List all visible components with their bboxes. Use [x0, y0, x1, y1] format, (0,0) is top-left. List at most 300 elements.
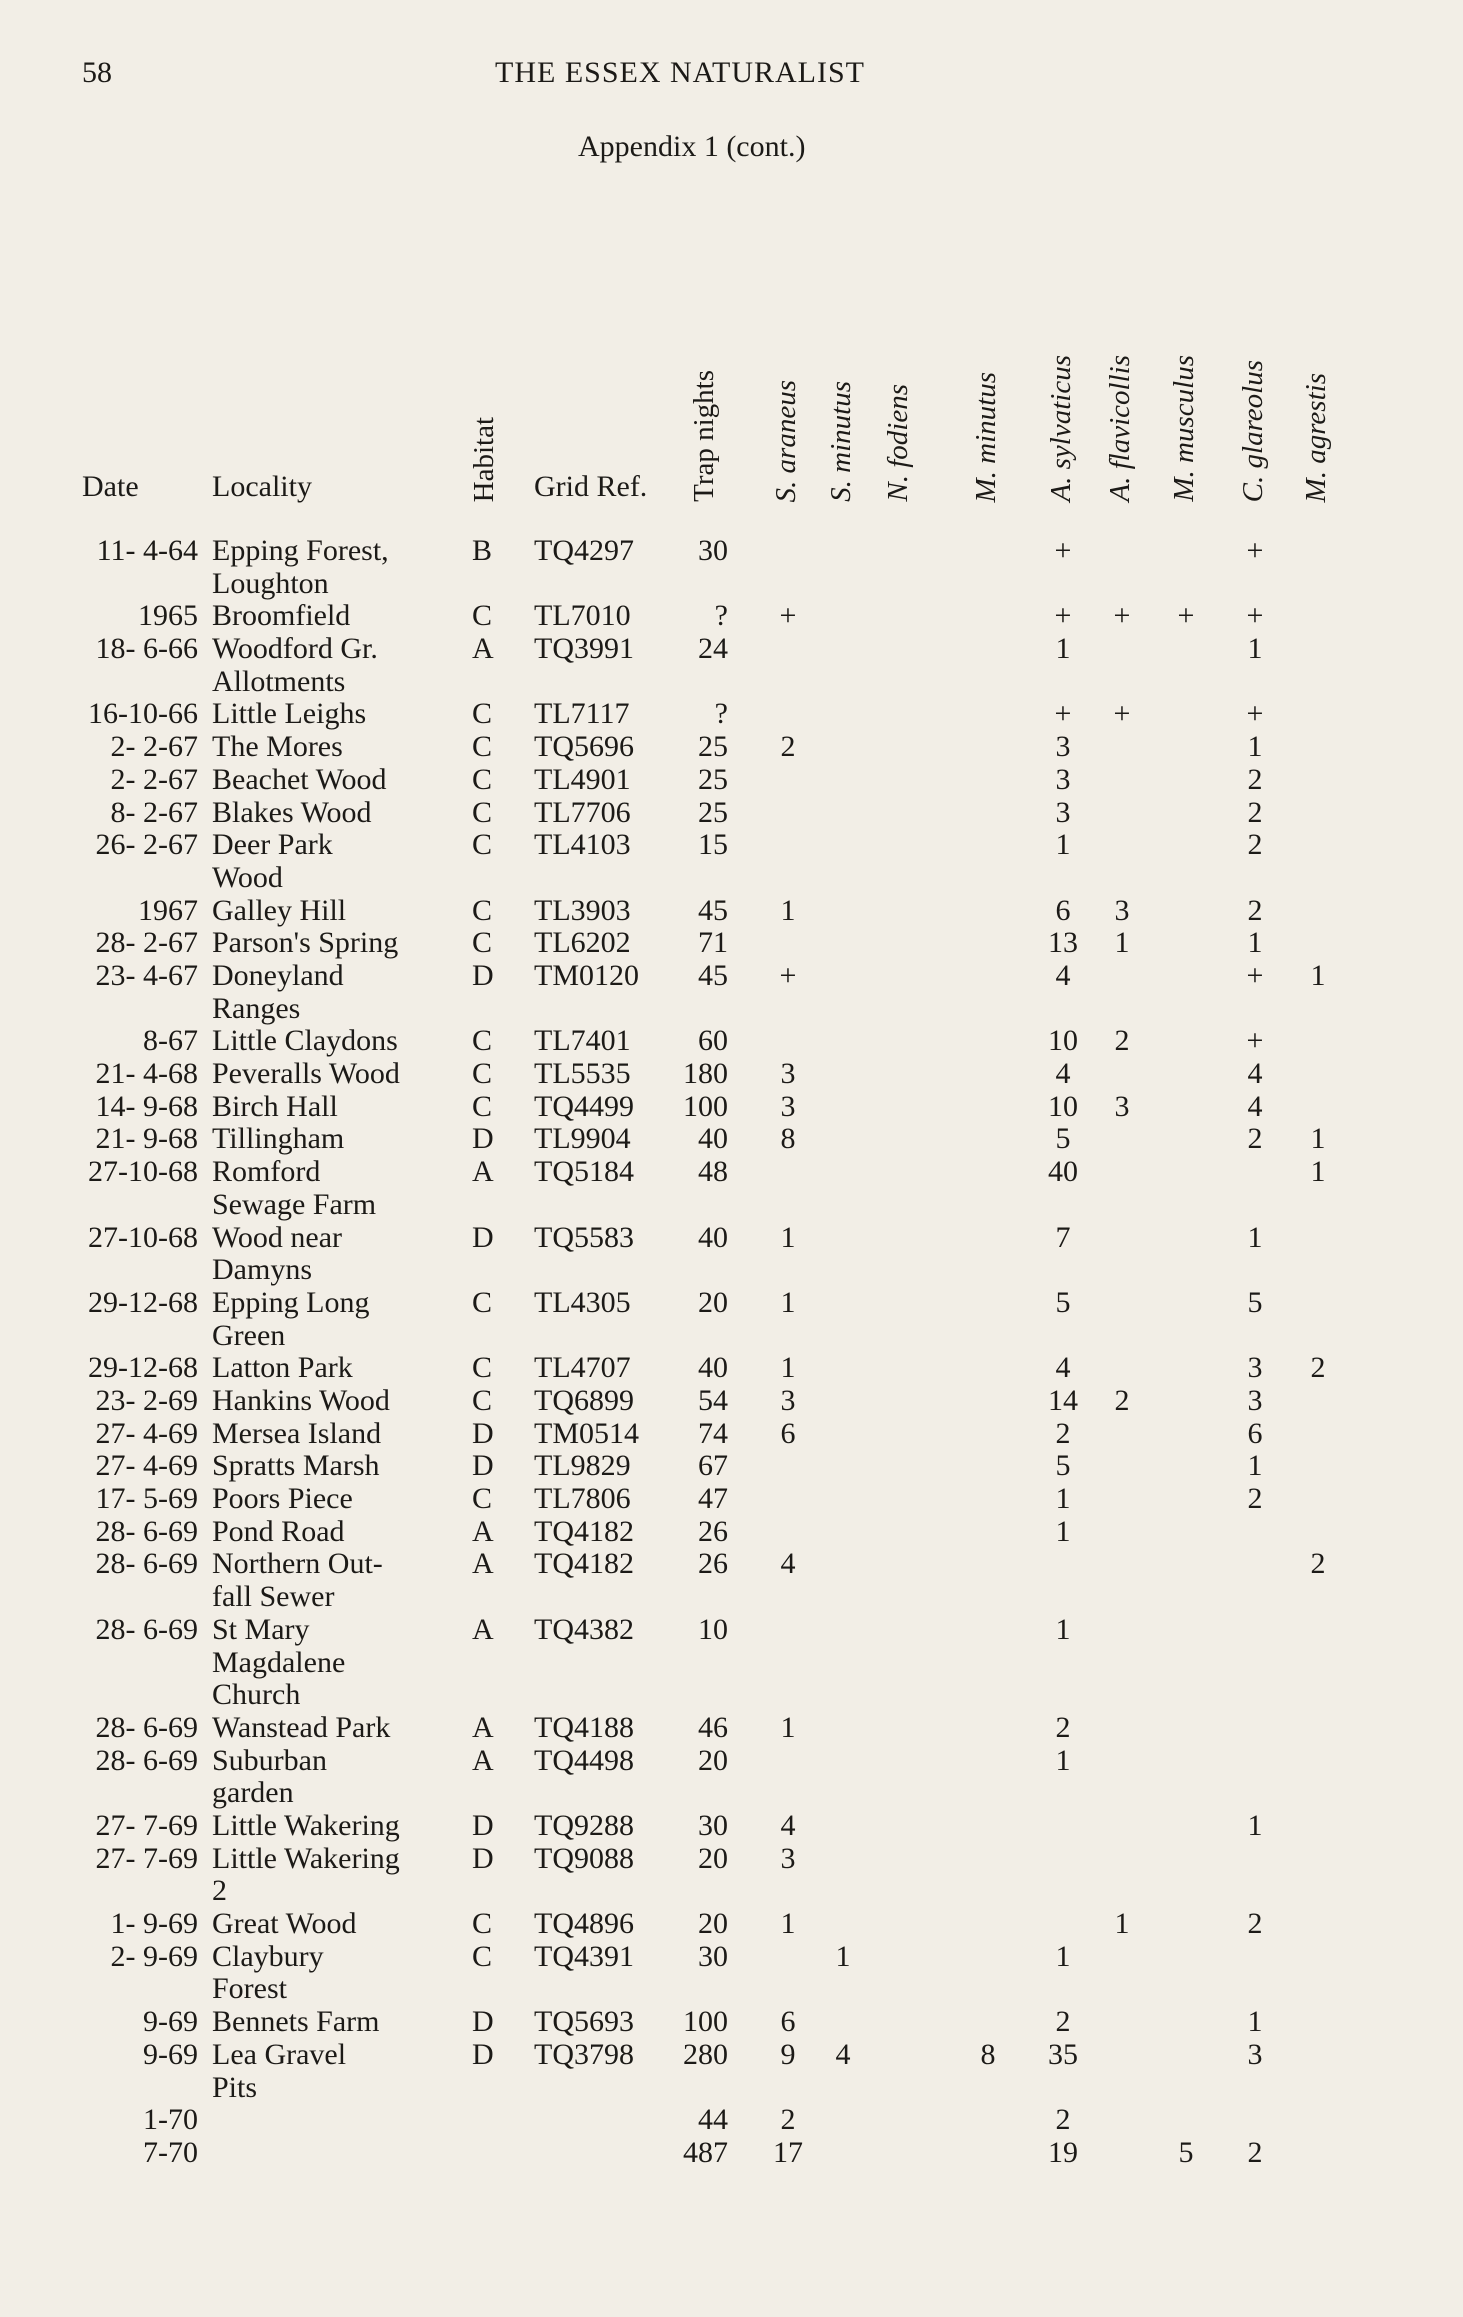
grid-ref-cell: TQ6899 [534, 1383, 634, 1417]
table-row [0, 1385, 1463, 1418]
trap-nights-cell: 24 [698, 632, 728, 666]
habitat-cell: C [472, 1285, 493, 1319]
species-count-cell: 1 [1247, 1449, 1263, 1483]
data-table [0, 535, 1463, 2170]
species-count-cell: 2 [1055, 2005, 1071, 2039]
table-row [0, 1614, 1463, 1712]
date-cell: 27-10-68 [88, 1220, 198, 1254]
species-count-cell: 1 [1310, 1122, 1326, 1156]
species-count-cell: 8 [780, 1122, 796, 1156]
habitat-cell: C [472, 828, 493, 862]
grid-ref-cell: TL4305 [534, 1285, 631, 1319]
species-count-cell: 5 [1055, 1285, 1071, 1319]
grid-ref-cell: TQ4382 [534, 1612, 634, 1646]
table-row [0, 1745, 1463, 1810]
habitat-cell: C [472, 926, 493, 960]
table-row [0, 895, 1463, 928]
table-row [0, 2104, 1463, 2137]
table-row [0, 1810, 1463, 1843]
grid-ref-cell: TQ5184 [534, 1155, 634, 1189]
grid-ref-cell: TQ4391 [534, 1939, 634, 1973]
species-count-cell: 17 [773, 2135, 803, 2169]
date-cell: 17- 5-69 [95, 1482, 198, 1516]
species-count-cell: 2 [1247, 1122, 1263, 1156]
species-count-cell: 2 [1247, 1482, 1263, 1516]
habitat-cell: D [472, 2037, 494, 2071]
trap-nights-cell: 60 [698, 1024, 728, 1058]
trap-nights-cell: 46 [698, 1710, 728, 1744]
habitat-cell: D [472, 1449, 494, 1483]
trap-nights-cell: 100 [683, 1089, 728, 1123]
trap-nights-cell: 40 [698, 1351, 728, 1385]
date-cell: 28- 6-69 [95, 1547, 198, 1581]
locality-cell: Suburban [212, 1743, 327, 1777]
species-count-cell: 2 [1055, 2103, 1071, 2137]
locality-cell: Peveralls Wood [212, 1057, 400, 1091]
date-cell: 23- 4-67 [95, 958, 198, 992]
locality-cell: Green [212, 1318, 286, 1352]
table-row [0, 764, 1463, 797]
grid-ref-cell: TQ9288 [534, 1808, 634, 1842]
date-cell: 9-69 [143, 2037, 198, 2071]
table-row [0, 2039, 1463, 2104]
table-row [0, 1843, 1463, 1908]
trap-nights-cell: 45 [698, 958, 728, 992]
trap-nights-cell: 180 [683, 1057, 728, 1091]
species-count-cell: 7 [1055, 1220, 1071, 1254]
locality-cell: Claybury [212, 1939, 324, 1973]
locality-cell: Romford [212, 1155, 321, 1189]
table-row [0, 1712, 1463, 1745]
table-row [0, 1450, 1463, 1483]
table-row [0, 2006, 1463, 2039]
date-cell: 27- 7-69 [95, 1841, 198, 1875]
species-count-cell: 10 [1048, 1024, 1078, 1058]
trap-nights-cell: 47 [698, 1482, 728, 1516]
trap-nights-cell: 15 [698, 828, 728, 862]
habitat-cell: A [472, 632, 494, 666]
table-row [0, 535, 1463, 600]
species-count-cell: 5 [1055, 1449, 1071, 1483]
header-species-3: M. minutus [970, 371, 1002, 502]
habitat-cell: A [472, 1547, 494, 1581]
species-count-cell: + [1246, 1024, 1264, 1058]
species-count-cell: + [1113, 697, 1131, 731]
trap-nights-cell: 71 [698, 926, 728, 960]
habitat-cell: C [472, 730, 493, 764]
page-number: 58 [82, 56, 112, 89]
date-cell: 2- 2-67 [110, 730, 198, 764]
date-cell: 29-12-68 [88, 1351, 198, 1385]
species-count-cell: 19 [1048, 2135, 1078, 2169]
locality-cell: Broomfield [212, 599, 351, 633]
trap-nights-cell: ? [714, 697, 728, 731]
species-count-cell: 1 [835, 1939, 851, 1973]
grid-ref-cell: TQ5696 [534, 730, 634, 764]
locality-cell: Beachet Wood [212, 762, 387, 796]
species-count-cell: 35 [1048, 2037, 1078, 2071]
header-species-7: C. glareolus [1237, 359, 1269, 502]
trap-nights-cell: 74 [698, 1416, 728, 1450]
trap-nights-cell: 45 [698, 893, 728, 927]
trap-nights-cell: 20 [698, 1841, 728, 1875]
table-row [0, 1516, 1463, 1549]
trap-nights-cell: 25 [698, 762, 728, 796]
grid-ref-cell: TL5535 [534, 1057, 631, 1091]
date-cell: 27-10-68 [88, 1155, 198, 1189]
trap-nights-cell: 40 [698, 1122, 728, 1156]
header-species-0: S. araneus [770, 379, 802, 502]
date-cell: 27- 4-69 [95, 1416, 198, 1450]
locality-cell: Galley Hill [212, 893, 347, 927]
species-count-cell: 2 [780, 2103, 796, 2137]
table-row [0, 633, 1463, 698]
species-count-cell: + [1246, 958, 1264, 992]
appendix-title: Appendix 1 (cont.) [578, 130, 806, 163]
header-date: Date [82, 470, 139, 503]
table-row [0, 1287, 1463, 1352]
date-cell: 2- 9-69 [110, 1939, 198, 1973]
habitat-cell: A [472, 1743, 494, 1777]
grid-ref-cell: TQ4498 [534, 1743, 634, 1777]
habitat-cell: D [472, 2005, 494, 2039]
species-count-cell: 3 [780, 1383, 796, 1417]
table-row [0, 1548, 1463, 1613]
species-count-cell: 2 [1247, 762, 1263, 796]
trap-nights-cell: 26 [698, 1547, 728, 1581]
table-row [0, 1025, 1463, 1058]
trap-nights-cell: 20 [698, 1907, 728, 1941]
table-row [0, 927, 1463, 960]
locality-cell: Spratts Marsh [212, 1449, 380, 1483]
species-count-cell: + [1113, 599, 1131, 633]
habitat-cell: C [472, 1351, 493, 1385]
species-count-cell: 1 [780, 1285, 796, 1319]
date-cell: 7-70 [143, 2135, 198, 2169]
locality-cell: Hankins Wood [212, 1383, 390, 1417]
locality-cell: Poors Piece [212, 1482, 353, 1516]
habitat-cell: C [472, 1057, 493, 1091]
table-row [0, 960, 1463, 1025]
date-cell: 21- 9-68 [95, 1122, 198, 1156]
header-species-4: A. sylvaticus [1045, 355, 1077, 502]
habitat-cell: D [472, 958, 494, 992]
trap-nights-cell: 67 [698, 1449, 728, 1483]
species-count-cell: 1 [1247, 1808, 1263, 1842]
species-count-cell: 1 [1114, 926, 1130, 960]
species-count-cell: 3 [1114, 893, 1130, 927]
locality-cell: Church [212, 1678, 301, 1712]
species-count-cell: 1 [1310, 958, 1326, 992]
habitat-cell: C [472, 1383, 493, 1417]
habitat-cell: C [472, 762, 493, 796]
species-count-cell: 2 [1310, 1547, 1326, 1581]
locality-cell: St Mary [212, 1612, 310, 1646]
date-cell: 26- 2-67 [95, 828, 198, 862]
species-count-cell: 4 [1055, 958, 1071, 992]
habitat-cell: D [472, 1122, 494, 1156]
species-count-cell: 4 [780, 1808, 796, 1842]
date-cell: 28- 2-67 [95, 926, 198, 960]
date-cell: 29-12-68 [88, 1285, 198, 1319]
grid-ref-cell: TQ9088 [534, 1841, 634, 1875]
header-grid-ref: Grid Ref. [534, 470, 648, 503]
species-count-cell: + [1246, 534, 1264, 567]
date-cell: 1-70 [143, 2103, 198, 2137]
species-count-cell: 2 [1247, 2135, 1263, 2169]
locality-cell: Pits [212, 2070, 258, 2104]
table-row [0, 1156, 1463, 1221]
species-count-cell: 1 [1055, 1612, 1071, 1646]
species-count-cell: 5 [1247, 1285, 1263, 1319]
species-count-cell: + [1246, 599, 1264, 633]
locality-cell: Loughton [212, 566, 329, 600]
species-count-cell: 2 [1247, 893, 1263, 927]
species-count-cell: 1 [1247, 2005, 1263, 2039]
locality-cell: Lea Gravel [212, 2037, 347, 2071]
grid-ref-cell: TQ4297 [534, 534, 634, 567]
locality-cell: Wood near [212, 1220, 343, 1254]
table-row [0, 797, 1463, 830]
grid-ref-cell: TM0120 [534, 958, 639, 992]
table-row [0, 1941, 1463, 2006]
species-count-cell: 2 [1114, 1383, 1130, 1417]
date-cell: 21- 4-68 [95, 1057, 198, 1091]
date-cell: 27- 7-69 [95, 1808, 198, 1842]
species-count-cell: 5 [1055, 1122, 1071, 1156]
species-count-cell: 4 [780, 1547, 796, 1581]
species-count-cell: 8 [980, 2037, 996, 2071]
locality-cell: Deer Park [212, 828, 333, 862]
locality-cell: Mersea Island [212, 1416, 382, 1450]
table-row [0, 1123, 1463, 1156]
header-locality: Locality [212, 470, 312, 503]
grid-ref-cell: TQ4499 [534, 1089, 634, 1123]
table-row [0, 829, 1463, 894]
species-count-cell: 14 [1048, 1383, 1078, 1417]
grid-ref-cell: TL6202 [534, 926, 631, 960]
header-species-6: M. musculus [1168, 355, 1200, 502]
species-count-cell: 1 [1055, 632, 1071, 666]
grid-ref-cell: TL7706 [534, 795, 631, 829]
grid-ref-cell: TL7806 [534, 1482, 631, 1516]
locality-cell: Allotments [212, 664, 346, 698]
species-count-cell: + [779, 958, 797, 992]
date-cell: 1967 [138, 893, 198, 927]
trap-nights-cell: 25 [698, 730, 728, 764]
locality-cell: Forest [212, 1972, 287, 2006]
table-row [0, 1222, 1463, 1287]
species-count-cell: 1 [1310, 1155, 1326, 1189]
date-cell: 11- 4-64 [96, 534, 198, 567]
trap-nights-cell: 26 [698, 1514, 728, 1548]
species-count-cell: + [1177, 599, 1195, 633]
species-count-cell: 40 [1048, 1155, 1078, 1189]
header-species-2: N. fodiens [882, 384, 914, 502]
species-count-cell: 1 [1247, 1220, 1263, 1254]
date-cell: 1965 [138, 599, 198, 633]
date-cell: 28- 6-69 [95, 1743, 198, 1777]
grid-ref-cell: TL7117 [534, 697, 630, 731]
species-count-cell: + [1054, 697, 1072, 731]
species-count-cell: 1 [1055, 1482, 1071, 1516]
trap-nights-cell: 100 [683, 2005, 728, 2039]
trap-nights-cell: 30 [698, 534, 728, 567]
habitat-cell: C [472, 893, 493, 927]
habitat-cell: B [472, 534, 493, 567]
grid-ref-cell: TQ4188 [534, 1710, 634, 1744]
habitat-cell: D [472, 1220, 494, 1254]
habitat-cell: D [472, 1808, 494, 1842]
species-count-cell: 1 [1055, 1514, 1071, 1548]
species-count-cell: 3 [780, 1841, 796, 1875]
locality-cell: Magdalene [212, 1645, 346, 1679]
species-count-cell: + [1246, 697, 1264, 731]
locality-cell: garden [212, 1776, 294, 1810]
species-count-cell: 6 [1247, 1416, 1263, 1450]
trap-nights-cell: 30 [698, 1939, 728, 1973]
species-count-cell: 1 [1247, 632, 1263, 666]
date-cell: 28- 6-69 [95, 1710, 198, 1744]
locality-cell: Parson's Spring [212, 926, 399, 960]
species-count-cell: 1 [780, 893, 796, 927]
species-count-cell: 1 [780, 1907, 796, 1941]
locality-cell: The Mores [212, 730, 343, 764]
species-count-cell: 6 [780, 1416, 796, 1450]
locality-cell: Little Leighs [212, 697, 367, 731]
species-count-cell: 2 [1247, 1907, 1263, 1941]
locality-cell: Latton Park [212, 1351, 353, 1385]
grid-ref-cell: TQ4896 [534, 1907, 634, 1941]
locality-cell: Wood [212, 860, 283, 894]
species-count-cell: 9 [780, 2037, 796, 2071]
grid-ref-cell: TL4901 [534, 762, 631, 796]
grid-ref-cell: TQ3798 [534, 2037, 634, 2071]
table-row [0, 1352, 1463, 1385]
species-count-cell: 1 [780, 1220, 796, 1254]
trap-nights-cell: 30 [698, 1808, 728, 1842]
species-count-cell: 5 [1178, 2135, 1194, 2169]
trap-nights-cell: 25 [698, 795, 728, 829]
species-count-cell: 3 [1247, 2037, 1263, 2071]
habitat-cell: C [472, 1482, 493, 1516]
locality-cell: Doneyland [212, 958, 344, 992]
date-cell: 27- 4-69 [95, 1449, 198, 1483]
trap-nights-cell: ? [714, 599, 728, 633]
habitat-cell: A [472, 1612, 494, 1646]
trap-nights-cell: 487 [683, 2135, 728, 2169]
species-count-cell: 3 [1055, 795, 1071, 829]
species-count-cell: 2 [1247, 795, 1263, 829]
species-count-cell: 1 [780, 1351, 796, 1385]
header-species-1: S. minutus [825, 381, 857, 502]
species-count-cell: 3 [1247, 1383, 1263, 1417]
trap-nights-cell: 40 [698, 1220, 728, 1254]
date-cell: 18- 6-66 [95, 632, 198, 666]
species-count-cell: 13 [1048, 926, 1078, 960]
grid-ref-cell: TQ4182 [534, 1547, 634, 1581]
locality-cell: Pond Road [212, 1514, 345, 1548]
table-row [0, 1058, 1463, 1091]
species-count-cell: 2 [1310, 1351, 1326, 1385]
habitat-cell: C [472, 697, 493, 731]
table-row [0, 2137, 1463, 2170]
grid-ref-cell: TL4707 [534, 1351, 631, 1385]
habitat-cell: C [472, 1907, 493, 1941]
locality-cell: Epping Long [212, 1285, 370, 1319]
header-species-5: A. flavicollis [1104, 355, 1136, 502]
species-count-cell: 3 [1114, 1089, 1130, 1123]
species-count-cell: 2 [780, 730, 796, 764]
locality-cell: Damyns [212, 1253, 312, 1287]
habitat-cell: A [472, 1155, 494, 1189]
table-row [0, 731, 1463, 764]
table-row [0, 1418, 1463, 1451]
species-count-cell: 6 [1055, 893, 1071, 927]
species-count-cell: 2 [1114, 1024, 1130, 1058]
species-count-cell: 1 [780, 1710, 796, 1744]
grid-ref-cell: TL7401 [534, 1024, 631, 1058]
date-cell: 1- 9-69 [110, 1907, 198, 1941]
date-cell: 23- 2-69 [95, 1383, 198, 1417]
species-count-cell: 10 [1048, 1089, 1078, 1123]
locality-cell: Bennets Farm [212, 2005, 380, 2039]
locality-cell: Epping Forest, [212, 534, 389, 567]
locality-cell: Woodford Gr. [212, 632, 378, 666]
locality-cell: Little Wakering [212, 1841, 400, 1875]
grid-ref-cell: TL9829 [534, 1449, 631, 1483]
grid-ref-cell: TL9904 [534, 1122, 631, 1156]
table-row [0, 1483, 1463, 1516]
species-count-cell: + [1054, 599, 1072, 633]
species-count-cell: + [779, 599, 797, 633]
trap-nights-cell: 48 [698, 1155, 728, 1189]
species-count-cell: 3 [1247, 1351, 1263, 1385]
species-count-cell: 1 [1114, 1907, 1130, 1941]
grid-ref-cell: TL7010 [534, 599, 631, 633]
locality-cell: Wanstead Park [212, 1710, 391, 1744]
species-count-cell: 3 [780, 1057, 796, 1091]
locality-cell: fall Sewer [212, 1580, 335, 1614]
grid-ref-cell: TL4103 [534, 828, 631, 862]
date-cell: 16-10-66 [88, 697, 198, 731]
species-count-cell: 1 [1247, 730, 1263, 764]
species-count-cell: 4 [835, 2037, 851, 2071]
species-count-cell: 6 [780, 2005, 796, 2039]
locality-cell: Great Wood [212, 1907, 357, 1941]
locality-cell: Little Claydons [212, 1024, 398, 1058]
grid-ref-cell: TM0514 [534, 1416, 639, 1450]
date-cell: 28- 6-69 [95, 1514, 198, 1548]
habitat-cell: D [472, 1416, 494, 1450]
grid-ref-cell: TQ4182 [534, 1514, 634, 1548]
species-count-cell: 3 [780, 1089, 796, 1123]
grid-ref-cell: TQ3991 [534, 632, 634, 666]
locality-cell: Little Wakering [212, 1808, 400, 1842]
date-cell: 9-69 [143, 2005, 198, 2039]
running-head: THE ESSEX NATURALIST [495, 56, 865, 89]
date-cell: 8-67 [143, 1024, 198, 1058]
grid-ref-cell: TQ5693 [534, 2005, 634, 2039]
trap-nights-cell: 54 [698, 1383, 728, 1417]
trap-nights-cell: 20 [698, 1743, 728, 1777]
species-count-cell: 2 [1247, 828, 1263, 862]
species-count-cell: 3 [1055, 730, 1071, 764]
species-count-cell: 4 [1247, 1057, 1263, 1091]
habitat-cell: C [472, 1939, 493, 1973]
habitat-cell: C [472, 1024, 493, 1058]
species-count-cell: 4 [1247, 1089, 1263, 1123]
